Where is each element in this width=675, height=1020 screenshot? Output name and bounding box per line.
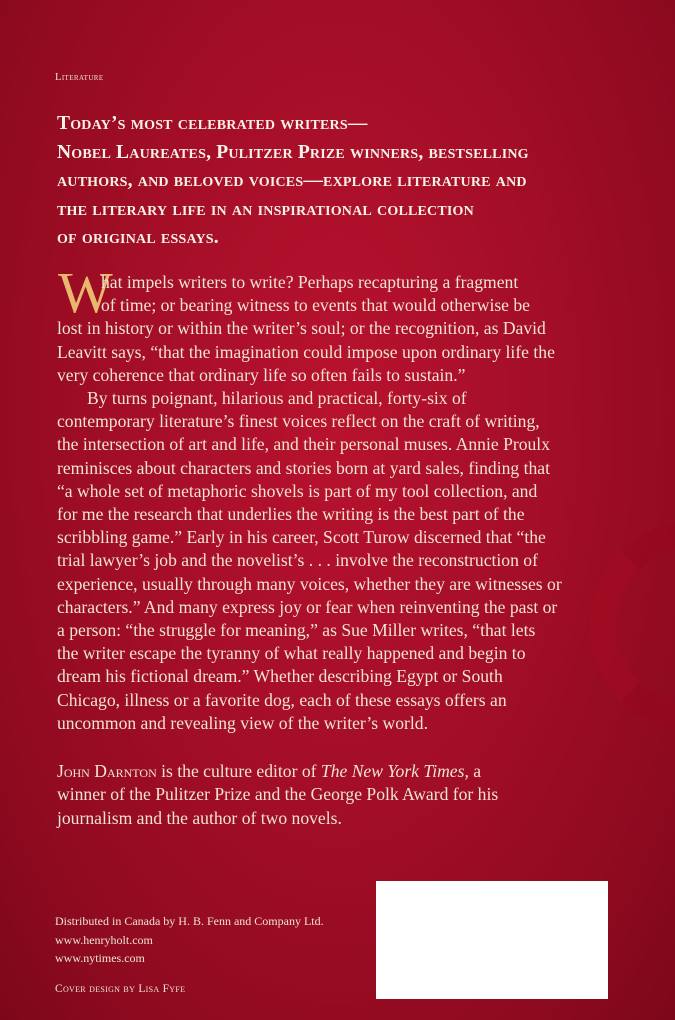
author-name: John Darnton	[57, 761, 157, 781]
description-line: scribbling game.” Early in his career, Scott Turow discerned that “the	[57, 527, 546, 548]
description-line: of time; or bearing witness to events that would otherwise be	[101, 295, 530, 316]
drop-cap: W	[58, 260, 113, 325]
tagline-line: of original essays.	[57, 227, 219, 248]
author-bio-text: is the culture editor of	[156, 761, 321, 781]
description-line: very coherence that ordinary life so often fails to sustain.”	[57, 364, 466, 385]
description-line: dream his fictional dream.” Whether describing Egypt or South	[57, 666, 503, 687]
description-line: a person: “the struggle for meaning,” as Sue Miller writes, “that lets	[57, 620, 536, 641]
description-line: Chicago, illness or a favorite dog, each of these essays offers an	[57, 689, 507, 710]
description-line: for me the research that underlies the writing is the best part of the	[57, 504, 525, 525]
description-line: “a whole set of metaphoric shovels is part of my tool collection, and	[57, 480, 538, 501]
author-bio	[57, 760, 622, 830]
description-line: hat impels writers to write? Perhaps recapturing a fragment	[101, 272, 519, 292]
description-line: contemporary literature’s finest voices reflect on the craft of writing,	[57, 411, 540, 432]
tagline	[57, 110, 617, 253]
description-line: characters.” And many express joy or fear when reinventing the past or	[57, 596, 558, 617]
description-line: lost in history or within the writer’s soul; or the recognition, as David	[57, 318, 546, 339]
description-line: Leavitt says, “that the imagination could impose upon ordinary life the	[57, 341, 555, 362]
website-link[interactable]: www.henryholt.com	[55, 932, 153, 947]
author-bio-line	[57, 760, 622, 783]
cover-design-credit: Cover design by Lisa Fyfe	[55, 983, 186, 995]
distributor-line: Distributed in Canada by H. B. Fenn and Company Ltd.	[55, 914, 324, 928]
author-bio-text: a	[468, 761, 482, 781]
publication-title: The New York Times,	[320, 761, 469, 781]
tagline-line: Today’s most celebrated writers—	[57, 113, 368, 134]
description-line: the intersection of art and life, and their personal muses. Annie Proulx	[57, 434, 550, 455]
author-bio-line: winner of the Pulitzer Prize and the George Polk Award for his	[57, 784, 499, 805]
tagline-line: the literary life in an inspirational collection	[57, 198, 474, 220]
description-line: uncommon and revealing view of the writer’s world.	[57, 712, 428, 733]
barcode-area	[376, 881, 608, 999]
author-bio-line: journalism and the author of two novels.	[57, 807, 342, 828]
description-line: reminisces about characters and stories born at yard sales, finding that	[57, 457, 550, 478]
category-label: Literature	[55, 72, 104, 83]
tagline-line: Nobel Laureates, Pulitzer Prize winners, bestselling	[57, 141, 529, 163]
website-link[interactable]: www.nytimes.com	[55, 951, 145, 965]
distribution-info	[55, 912, 324, 968]
description-line: the writer escape the tyranny of what really happened and begin to	[57, 643, 526, 664]
description-line: By turns poignant, hilarious and practical, forty-six of	[87, 388, 467, 409]
description-line: experience, usually through many voices, whether they are witnesses or	[57, 573, 562, 594]
tagline-line: authors, and beloved voices—explore literature and	[57, 170, 527, 191]
description	[57, 271, 622, 735]
description-line: trial lawyer’s job and the novelist’s . . . involve the reconstruction of	[57, 550, 538, 571]
